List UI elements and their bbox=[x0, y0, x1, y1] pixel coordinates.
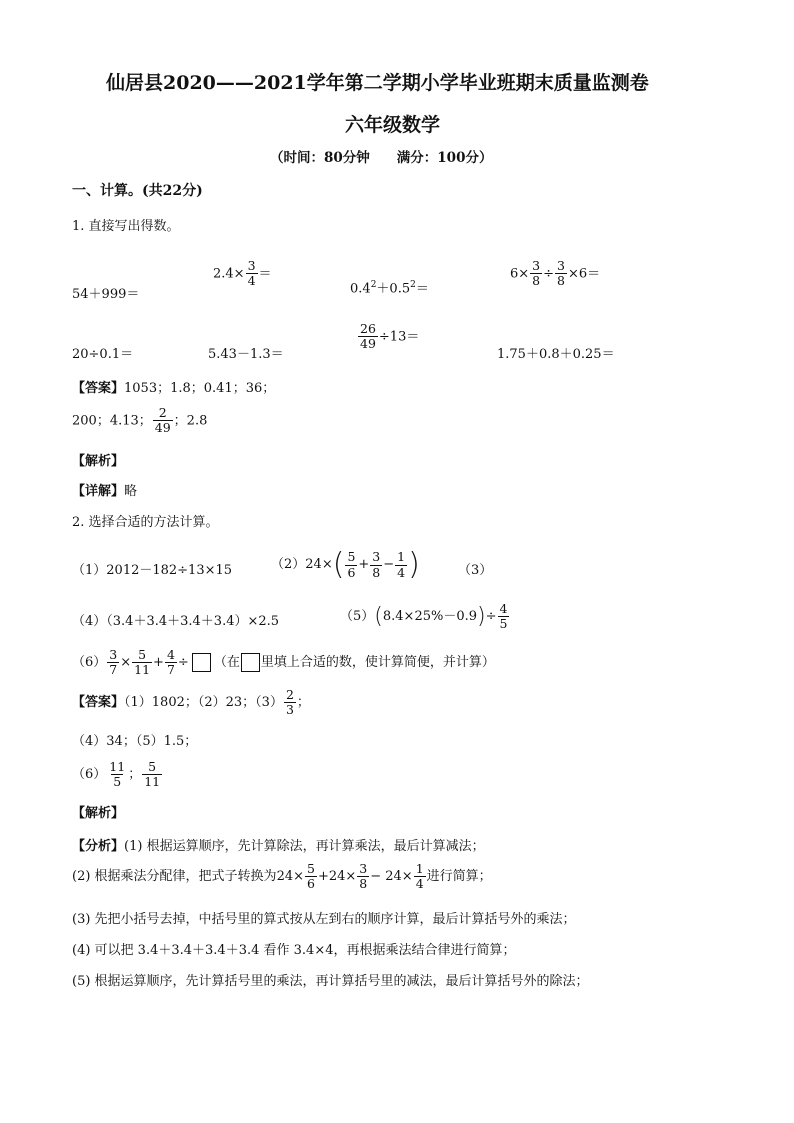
denominator: 8 bbox=[372, 564, 381, 580]
q1-item-7-post: ÷13＝ bbox=[378, 329, 420, 345]
numerator: 5 bbox=[138, 647, 147, 662]
q2-fenxi-3: (3) 先把小括号去掉，中括号里的算式按从左到右的顺序计算，最后计算括号外的乘法； bbox=[72, 912, 576, 927]
q1-detail bbox=[72, 484, 137, 500]
fraction bbox=[165, 648, 177, 678]
denominator: 7 bbox=[166, 662, 175, 678]
q1-analysis-tag: 【解析】 bbox=[72, 454, 125, 469]
q1-item-5: 20÷0.1＝ bbox=[72, 347, 134, 362]
numerator: 11 bbox=[109, 759, 126, 774]
q1-item-7 bbox=[357, 322, 419, 352]
q1-item-3-base: 0.4 bbox=[350, 281, 371, 297]
expr: 24× bbox=[276, 869, 304, 885]
denominator: 8 bbox=[532, 273, 541, 289]
denominator: 8 bbox=[557, 273, 565, 289]
denominator: 3 bbox=[285, 702, 294, 718]
fraction bbox=[395, 550, 407, 580]
instruction-text: （在 bbox=[213, 655, 240, 671]
q1-item-8: 1.75＋0.8＋0.25＝ bbox=[497, 347, 615, 362]
operator: − bbox=[383, 557, 395, 573]
fraction bbox=[357, 862, 369, 892]
blank-box bbox=[241, 653, 260, 672]
part-label: （6） bbox=[72, 655, 107, 671]
q2-part-6 bbox=[72, 648, 495, 678]
instruction-text: 里填上合适的数，使计算简便，并计算） bbox=[260, 655, 495, 671]
denominator: 4 bbox=[247, 273, 256, 289]
q1-item-4-pre: 6× bbox=[510, 266, 530, 282]
numerator: 5 bbox=[148, 759, 157, 774]
q2-part-4: （4）（3.4＋3.4＋3.4＋3.4）×2.5 bbox=[72, 614, 280, 629]
denominator: 11 bbox=[144, 774, 161, 790]
denominator: 49 bbox=[360, 336, 376, 352]
left-paren: ( bbox=[374, 603, 383, 629]
blank-box bbox=[192, 653, 211, 672]
q1-answer-line2 bbox=[72, 406, 207, 436]
part-label: （2） bbox=[271, 557, 306, 573]
operator: + bbox=[153, 655, 164, 671]
answer-text: ； bbox=[296, 695, 310, 711]
fraction bbox=[284, 688, 296, 718]
denominator: 4 bbox=[397, 564, 406, 580]
operator: ÷ bbox=[177, 655, 189, 671]
fraction bbox=[345, 550, 357, 580]
operator: + bbox=[358, 557, 370, 573]
answer-text: （1）1802；（2）23；（3） bbox=[124, 695, 283, 711]
expr: +24× bbox=[317, 869, 357, 885]
denominator: 11 bbox=[134, 662, 151, 678]
part-label: （6） bbox=[72, 767, 107, 783]
fraction bbox=[107, 648, 119, 678]
exponent: 2 bbox=[370, 280, 377, 290]
q1-item-4-mid: ÷ bbox=[543, 266, 555, 282]
numerator: 2 bbox=[285, 687, 294, 702]
operator: × bbox=[120, 655, 132, 671]
detail-tag: 【详解】 bbox=[72, 484, 125, 499]
numerator: 4 bbox=[166, 647, 175, 662]
numerator: 3 bbox=[109, 647, 118, 662]
fraction bbox=[132, 648, 152, 678]
q1-item-6: 5.43－1.3＝ bbox=[208, 347, 284, 362]
numerator: 3 bbox=[247, 258, 256, 273]
q2-fenxi-5: (5) 根据运算顺序，先计算括号里的乘法，再计算括号里的减法，最后计算括号外的除法； bbox=[72, 974, 589, 989]
q1-item-4 bbox=[510, 259, 600, 289]
exponent: 2 bbox=[410, 280, 416, 290]
fraction bbox=[305, 862, 317, 892]
q2-answer-line1 bbox=[72, 688, 310, 718]
part-label: （5） bbox=[340, 609, 375, 625]
q1-item-1: 54＋999＝ bbox=[72, 287, 140, 302]
exam-meta: （时间：80分钟 满分：100分） bbox=[270, 150, 493, 166]
fenxi-text: (1) 根据运算顺序，先计算除法，再计算乘法，最后计算减法； bbox=[124, 839, 485, 854]
answer-text: 1053；1.8；0.41；36； bbox=[124, 381, 276, 396]
q2-part-2 bbox=[271, 547, 420, 582]
question-1-prompt: 1. 直接写出得数。 bbox=[72, 219, 180, 234]
numerator: 4 bbox=[499, 601, 508, 616]
fraction bbox=[142, 760, 162, 790]
q2-answer-line3 bbox=[72, 760, 163, 790]
part-expr: 24× bbox=[305, 557, 333, 573]
fraction bbox=[555, 259, 567, 289]
q2-fenxi-1 bbox=[72, 839, 485, 855]
q2-part-3: （3） bbox=[458, 563, 493, 578]
fraction bbox=[358, 322, 378, 352]
numerator: 5 bbox=[307, 861, 315, 876]
fraction bbox=[370, 550, 382, 580]
q1-item-3-post: ＝ bbox=[415, 281, 429, 297]
denominator: 5 bbox=[113, 774, 122, 790]
numerator: 3 bbox=[372, 549, 381, 565]
fraction bbox=[107, 760, 127, 790]
expr: − 24× bbox=[370, 869, 413, 885]
answer-tag: 【答案】 bbox=[72, 695, 125, 711]
q2-answer-line2: （4）34；（5）1.5； bbox=[72, 734, 198, 749]
fraction bbox=[498, 602, 510, 632]
denominator: 49 bbox=[154, 420, 171, 436]
numerator: 5 bbox=[347, 549, 356, 565]
q2-part-1: （1）2012－182÷13×15 bbox=[72, 563, 233, 578]
fenxi-text: 进行简算； bbox=[426, 869, 492, 885]
denominator: 8 bbox=[359, 876, 368, 892]
operator: ÷ bbox=[485, 609, 497, 625]
q2-part-5 bbox=[340, 602, 510, 632]
q1-item-2-pre: 2.4× bbox=[213, 266, 245, 282]
separator: ； bbox=[128, 767, 142, 783]
q2-fenxi-2 bbox=[72, 862, 492, 892]
answer-tag: 【答案】 bbox=[72, 381, 125, 396]
numerator: 3 bbox=[359, 861, 368, 876]
left-paren: ( bbox=[332, 547, 345, 582]
denominator: 6 bbox=[347, 564, 356, 580]
denominator: 4 bbox=[415, 876, 424, 892]
section-heading: 一、计算。(共22分) bbox=[72, 183, 203, 199]
q1-item-3 bbox=[350, 280, 429, 297]
q1-item-3-mid: ＋0.5 bbox=[376, 281, 411, 297]
numerator: 3 bbox=[532, 258, 541, 273]
document-subtitle: 六年级数学 bbox=[345, 114, 441, 136]
q1-item-2 bbox=[213, 259, 272, 289]
part-expr: 8.4×25%－0.9 bbox=[382, 609, 478, 625]
q1-item-2-post: ＝ bbox=[258, 266, 272, 282]
numerator: 26 bbox=[360, 321, 376, 336]
fraction bbox=[530, 259, 542, 289]
fraction bbox=[414, 862, 426, 892]
numerator: 3 bbox=[557, 258, 565, 273]
q2-fenxi-4: (4) 可以把 3.4＋3.4＋3.4＋3.4 看作 3.4×4，再根据乘法结合律进行简算； bbox=[72, 943, 516, 958]
q1-answer bbox=[72, 381, 275, 397]
fraction bbox=[153, 406, 173, 436]
right-paren: ) bbox=[408, 547, 420, 582]
denominator: 6 bbox=[307, 876, 315, 892]
numerator: 1 bbox=[397, 549, 406, 565]
numerator: 2 bbox=[158, 405, 167, 420]
q1-item-2-fraction bbox=[246, 259, 258, 289]
fenxi-text: (2) 根据乘法分配律，把式子转换为 bbox=[72, 869, 277, 885]
q1-item-4-post: ×6＝ bbox=[567, 266, 601, 282]
right-paren: ) bbox=[477, 603, 486, 629]
fenxi-tag: 【分析】 bbox=[72, 839, 125, 854]
q2-analysis-tag: 【解析】 bbox=[72, 806, 125, 821]
detail-text: 略 bbox=[124, 484, 138, 499]
question-2-prompt: 2. 选择合适的方法计算。 bbox=[72, 515, 219, 530]
answer-text: 200；4.13； bbox=[72, 413, 152, 429]
answer-text: ；2.8 bbox=[173, 413, 208, 429]
denominator: 7 bbox=[109, 662, 118, 678]
numerator: 1 bbox=[415, 861, 424, 876]
denominator: 5 bbox=[499, 616, 508, 632]
document-title: 仙居县2020——2021学年第二学期小学毕业班期末质量监测卷 bbox=[106, 72, 649, 94]
